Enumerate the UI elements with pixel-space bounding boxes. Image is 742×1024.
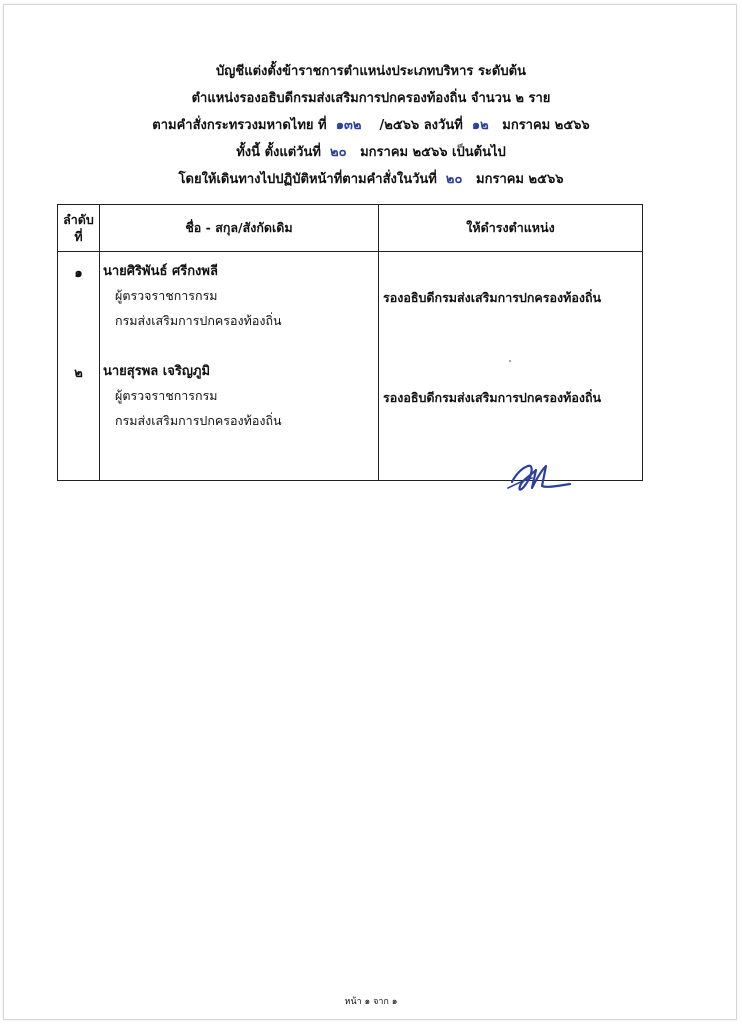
old-department: กรมส่งเสริมการปกครองท้องถิ่น: [115, 313, 282, 328]
order-month-year: มกราคม ๒๕๖๖: [502, 118, 590, 133]
person-name: นายศิริพันธ์ ศรีกงพลี: [103, 264, 218, 279]
column-header-position: ให้ดำรงตำแหน่ง: [379, 205, 643, 252]
travel-month-year: มกราคม ๒๕๖๖: [476, 172, 564, 187]
travel-text: โดยให้เดินทางไปปฏิบัติหน้าที่ตามคำสั่งในวันที่: [178, 172, 437, 187]
list-item: [100, 260, 379, 331]
header-title: [0, 58, 742, 85]
row-2-new-position: รองอธิบดีกรมส่งเสริมการปกครองท้องถิ่น: [383, 390, 602, 405]
effective-month-year: มกราคม ๒๕๖๖ เป็นต้นไป: [360, 145, 506, 160]
page-number: หน้า ๑ จาก ๑: [344, 997, 398, 1007]
header-travel-line: [0, 166, 742, 193]
header-effective-line: [0, 139, 742, 166]
order-date-text: /๒๕๖๖ ลงวันที่: [379, 118, 463, 133]
column-header-order: [58, 205, 100, 252]
signature-icon: [502, 458, 574, 498]
list-item: [100, 360, 379, 431]
row-1-number: ๑: [74, 266, 83, 281]
old-department: กรมส่งเสริมการปกครองท้องถิ่น: [115, 413, 282, 428]
table-header-row: [58, 205, 643, 252]
effective-text: ทั้งนี้ ตั้งแต่วันที่: [236, 145, 321, 160]
header-line-1: บัญชีแต่งตั้งข้าราชการตำแหน่งประเภทบริหาร ระดับต้น: [216, 64, 526, 79]
effective-day: ๒๐: [330, 145, 347, 160]
table-body-row: [58, 252, 643, 481]
name-cell: [100, 252, 379, 481]
header-line-2: ตำแหน่งรองอธิบดีกรมส่งเสริมการปกครองท้องถิ่น จำนวน ๒ ราย: [191, 91, 551, 106]
row-2-number: ๒: [74, 366, 83, 381]
old-position: ผู้ตรวจราชการกรม: [115, 288, 218, 303]
column-header-order-line2: ที่: [74, 229, 83, 244]
stray-mark: [509, 360, 511, 362]
order-text: ตามคำสั่งกระทรวงมหาดไทย ที่: [152, 118, 327, 133]
old-position: ผู้ตรวจราชการกรม: [115, 388, 218, 403]
order-number: ๑๓๒: [335, 118, 362, 133]
row-1-new-position: รองอธิบดีกรมส่งเสริมการปกครองท้องถิ่น: [383, 290, 602, 305]
appointment-table: [57, 204, 643, 481]
order-number-cell: [58, 252, 100, 481]
document-header: [0, 58, 742, 193]
column-header-order-line1: ลำดับ: [63, 212, 94, 227]
header-subtitle: [0, 85, 742, 112]
travel-day: ๒๐: [445, 172, 463, 187]
person-name: นายสุรพล เจริญภูมิ: [103, 364, 211, 379]
header-order-line: [0, 112, 742, 139]
new-position-cell: [379, 252, 643, 481]
column-header-name: ชื่อ - สกุล/สังกัดเดิม: [100, 205, 379, 252]
order-day: ๑๒: [471, 118, 489, 133]
